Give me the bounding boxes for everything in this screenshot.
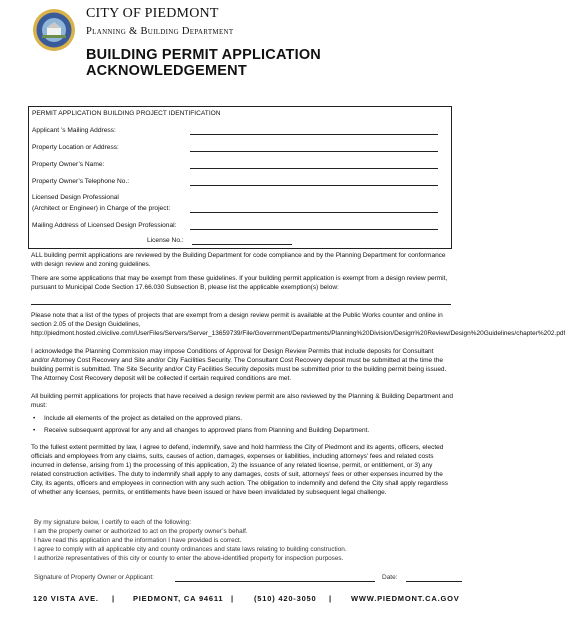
paragraph-review: ALL building permit applications are reviewed by the Building Department for code compliance and by the Planning Department for conformance with design review and zoning guidelines. [31, 252, 446, 268]
bullet-item: Include all elements of the project as detailed on the approved plans. [44, 415, 243, 422]
applicant-address-label: Applicant ’s Mailing Address: [32, 127, 116, 134]
footer-separator: | [231, 594, 234, 603]
footer-address: 120 VISTA AVE. [33, 594, 99, 603]
professional-address-label: Mailing Address of Licensed Design Professional: [32, 222, 177, 229]
document-title: BUILDING PERMIT APPLICATION ACKNOWLEDGEMENT [86, 47, 321, 79]
signature-field[interactable] [175, 581, 375, 582]
owner-name-label: Property Owner’s Name: [32, 161, 105, 168]
footer-phone: (510) 420-3050 [254, 594, 317, 603]
signature-label: Signature of Property Owner or Applicant: [34, 574, 154, 581]
certify-item: I am the property owner or authorized to act on the property owner’s behalf. [34, 528, 248, 535]
city-name: CITY OF PIEDMONT [86, 6, 219, 21]
footer-separator: | [112, 594, 115, 603]
owner-telephone-field[interactable] [190, 185, 438, 186]
date-label: Date: [382, 574, 398, 581]
property-location-field[interactable] [190, 151, 438, 152]
footer-website: WWW.PIEDMONT.CA.GOV [351, 594, 460, 603]
paragraph-exemption: There are some applications that may be exempt from these guidelines. If your building permit application is exempt from a design review permit, pursuant to Municipal Code Section 17.66.030 Subsection B, please list the applicable exemption(s) below: [31, 275, 448, 291]
department-name: Planning & Building Department [86, 26, 234, 37]
bullet-item: Receive subsequent approval for any and all changes to approved plans from Planning and Building Department. [44, 427, 370, 434]
design-professional-label: Licensed Design Professional [32, 194, 119, 201]
bullet-marker: • [33, 415, 36, 422]
bullet-marker: • [33, 427, 36, 434]
certify-intro: By my signature below, I certify to each of the following: [34, 519, 192, 526]
certify-item: I authorize representatives of this city or county to enter the above-identified property for inspection purposes. [34, 555, 344, 562]
owner-telephone-label: Property Owner’s Telephone No.: [32, 178, 130, 185]
certify-item: I have read this application and the information I have provided is correct. [34, 537, 242, 544]
footer-separator: | [329, 594, 332, 603]
exemption-entry-line[interactable] [31, 304, 451, 305]
paragraph-indemnify: To the fullest extent permitted by law, I agree to defend, indemnify, save and hold harmless the City of Piedmont and its agents, officers, elected officials and employees from any claims, suits, causes of action, damages, expenses or liabilities, including attorneys’ fees and related costs incurred in defense, arising from 1) the processing of this application, 2) the issuance of any related license, permit, or entitlement, or 3) any related construction activities. The duty to indemnify shall apply to any damages, costs of suit, attorneys’ fees or other expenses incurred by the City, its agents, officers and employees in connection with any such action. The obligation to indemnify and defend the City shall apply regardless of whether any licenses, permits, or entitlements have been issued or have been invalidated by subsequent legal challenge. [31, 444, 448, 496]
property-location-label: Property Location or Address: [32, 144, 119, 151]
city-seal-logo [32, 8, 76, 52]
form-heading: PERMIT APPLICATION BUILDING PROJECT IDENTIFICATION [32, 110, 221, 117]
license-number-field[interactable] [192, 244, 292, 245]
design-professional-label-cont: (Architect or Engineer) in Charge of the project: [32, 205, 171, 212]
owner-name-field[interactable] [190, 168, 438, 169]
paragraph-design-review: All building permit applications for projects that have received a design review permit are also reviewed by the Planning & Building Department and must: [31, 393, 454, 409]
professional-address-field[interactable] [190, 229, 438, 230]
date-field[interactable] [406, 581, 462, 582]
paragraph-conditions: I acknowledge the Planning Commission may impose Conditions of Approval for Design Review Permits that include deposits for Consultant and/or Attorney Cost Recovery and Site and/or City Facilities Security. The Consultant Cost Recovery deposit must be submitted at the time the building permit is submitted. The Site Security and/or City Facilities Security deposits must be submitted prior to the building permit being issued. The Attorney Cost Recovery deposit will be collected if certain required conditions are met. [31, 348, 447, 382]
paragraph-exempt-list: Please note that a list of the types of projects that are exempt from a design review permit is available at the Public Works counter and online in section 2.05 of the Design Guidelines, http://piedmont.hosted.civiclive.com/UserFiles/Servers/Server_13659739/File/Government/Departments/Planning%20Division/Design%20Review/Design%20Guidelines/chapter%202.pdf [31, 312, 565, 337]
certify-item: I agree to comply with all applicable city and county ordinances and state laws relating to building construction. [34, 546, 347, 553]
applicant-address-field[interactable] [190, 134, 438, 135]
footer-city: PIEDMONT, CA 94611 [133, 594, 224, 603]
license-label: License No.: [147, 237, 184, 244]
design-professional-field[interactable] [190, 212, 438, 213]
